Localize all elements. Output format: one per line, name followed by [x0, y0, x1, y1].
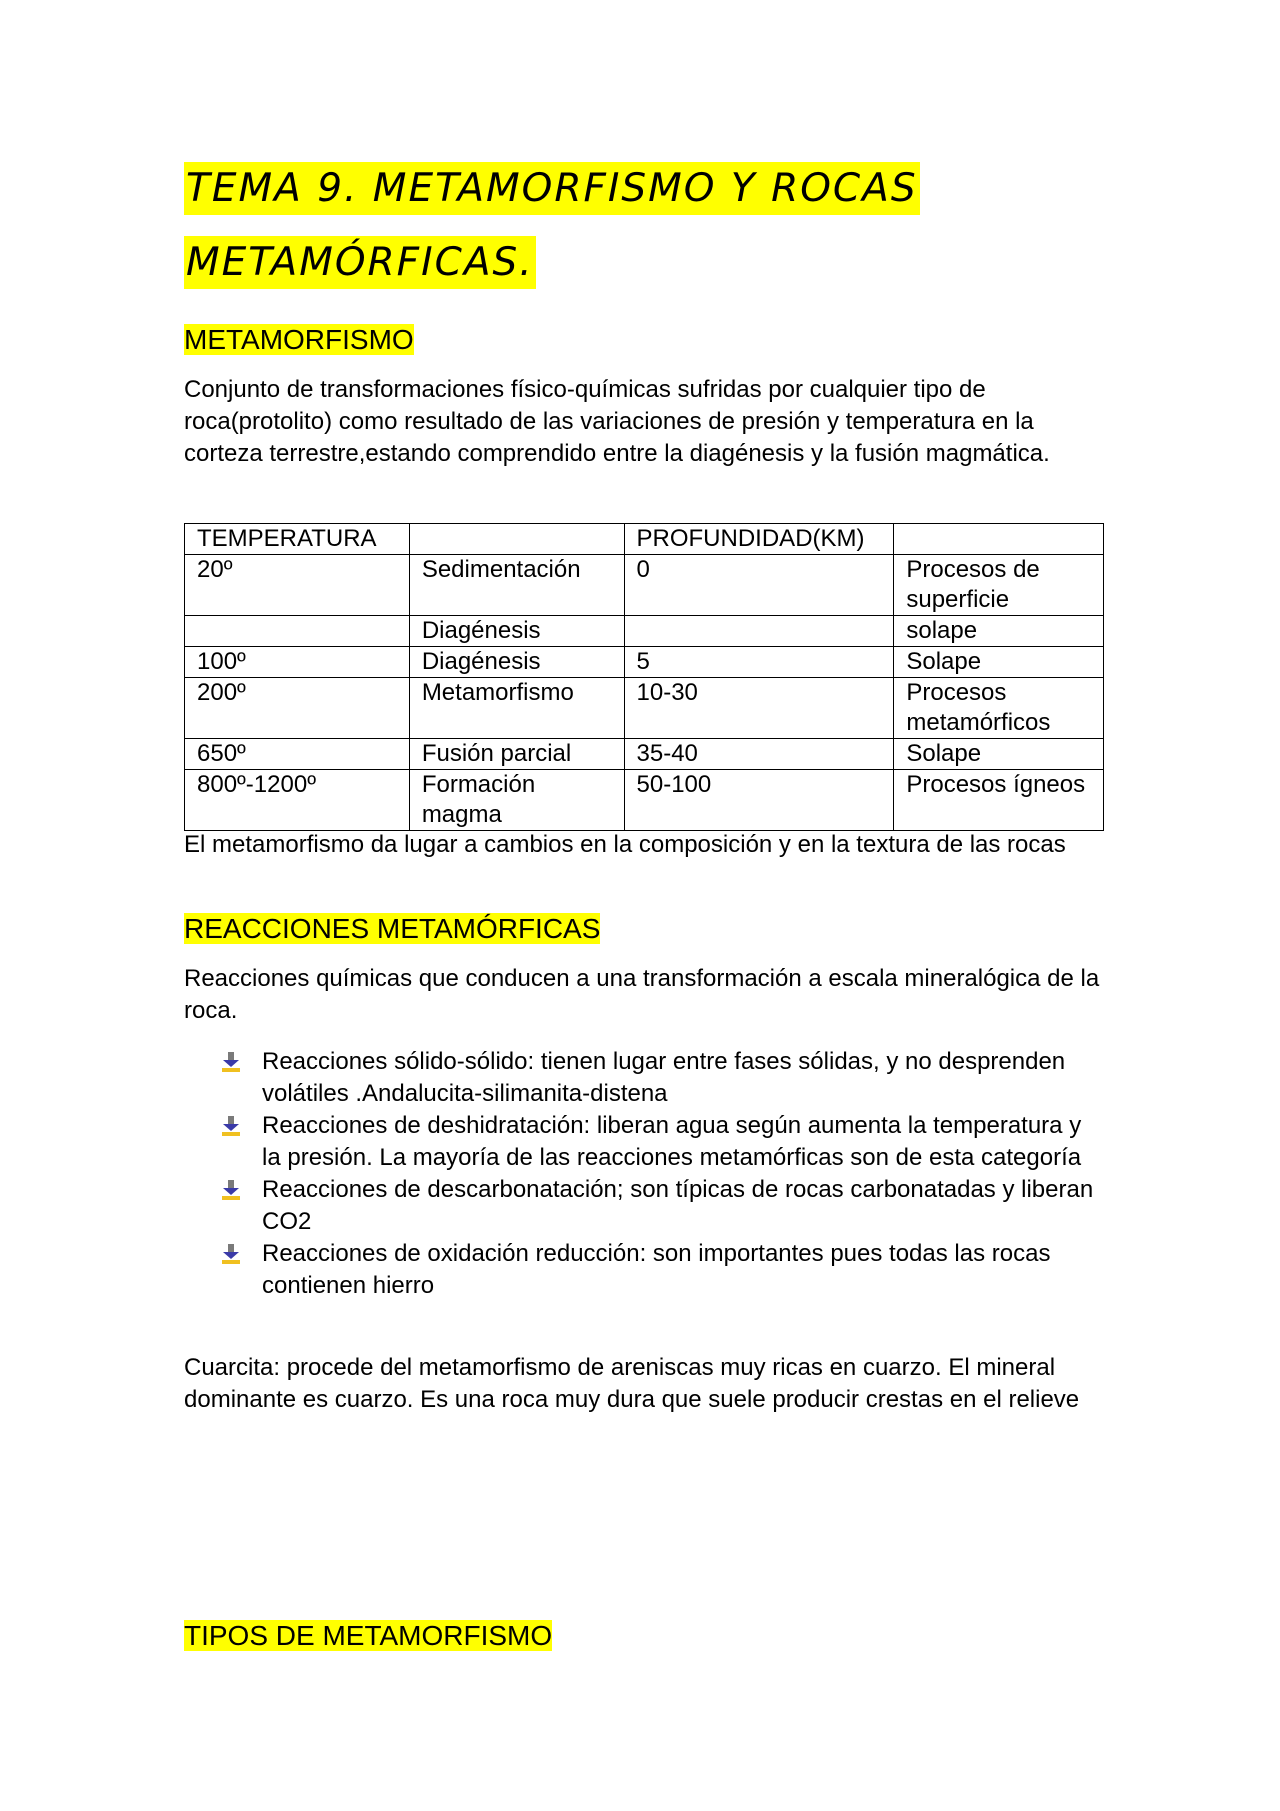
section-heading-text: REACCIONES METAMÓRFICAS [184, 913, 601, 944]
table-row [185, 770, 1104, 831]
table-header-cell: TEMPERATURA [185, 524, 410, 555]
temperature-depth-table [184, 523, 1104, 831]
table-cell: Formación magma [409, 770, 624, 831]
table-row [185, 647, 1104, 678]
arrow-bullet-icon [222, 1116, 240, 1136]
reacciones-intro-paragraph: Reacciones químicas que conducen a una transformación a escala mineralógica de la roca. [184, 965, 1100, 1024]
section-heading-text: METAMORFISMO [184, 324, 414, 355]
title-line-2: METAMÓRFICAS. [184, 236, 536, 289]
list-item [222, 1110, 1102, 1174]
table-cell: Solape [894, 647, 1104, 678]
table-cell: 0 [624, 555, 894, 616]
table-cell: 200º [185, 678, 410, 739]
table-cell: Diagénesis [409, 616, 624, 647]
list-item-text: Reacciones de oxidación reducción: son importantes pues todas las rocas contienen hierro [262, 1240, 1051, 1299]
table-cell: Diagénesis [409, 647, 624, 678]
table-cell: Sedimentación [409, 555, 624, 616]
table-cell: 35-40 [624, 739, 894, 770]
table-row [185, 616, 1104, 647]
after-table-paragraph: El metamorfismo da lugar a cambios en la composición y en la textura de las rocas [184, 831, 1066, 858]
list-item-text: Reacciones de deshidratación: liberan agua según aumenta la temperatura y la presión. La mayoría de las reacciones metamórficas son de esta categoría [262, 1112, 1082, 1171]
table-row [185, 678, 1104, 739]
table-cell: Fusión parcial [409, 739, 624, 770]
table-cell: 100º [185, 647, 410, 678]
table-cell: Procesos de superficie [894, 555, 1104, 616]
table-cell: solape [894, 616, 1104, 647]
table-header-cell [894, 524, 1104, 555]
list-item [222, 1174, 1102, 1238]
intro-paragraph: Conjunto de transformaciones físico-químicas sufridas por cualquier tipo de roca(protolito) como resultado de las variaciones de presión y temperatura en la corteza terrestre,estando comprendido entre la diagénesis y la fusión magmática. [184, 376, 1050, 467]
arrow-bullet-icon [222, 1180, 240, 1200]
table-header-cell: PROFUNDIDAD(KM) [624, 524, 894, 555]
list-item [222, 1046, 1102, 1110]
section-heading-text: TIPOS DE METAMORFISMO [184, 1620, 553, 1651]
table-header-row [185, 524, 1104, 555]
list-item [222, 1238, 1102, 1302]
table-row [185, 555, 1104, 616]
table-cell: 650º [185, 739, 410, 770]
table-cell: Procesos metamórficos [894, 678, 1104, 739]
table-cell [624, 616, 894, 647]
table-cell: Procesos ígneos [894, 770, 1104, 831]
list-item-text: Reacciones de descarbonatación; son típicas de rocas carbonatadas y liberan CO2 [262, 1176, 1094, 1235]
section-heading-reacciones [184, 911, 600, 947]
table-header-cell [409, 524, 624, 555]
arrow-bullet-icon [222, 1052, 240, 1072]
title-line-1: TEMA 9. METAMORFISMO Y ROCAS [184, 162, 920, 215]
arrow-bullet-icon [222, 1244, 240, 1264]
table-row [185, 739, 1104, 770]
reaction-list [222, 1046, 1102, 1302]
table-cell: Solape [894, 739, 1104, 770]
cuarcita-paragraph: Cuarcita: procede del metamorfismo de areniscas muy ricas en cuarzo. El mineral dominante es cuarzo. Es una roca muy dura que suele producir crestas en el relieve [184, 1354, 1080, 1413]
table-cell: 10-30 [624, 678, 894, 739]
table-cell: 50-100 [624, 770, 894, 831]
table-cell: Metamorfismo [409, 678, 624, 739]
table-cell: 800º-1200º [185, 770, 410, 831]
table-cell: 5 [624, 647, 894, 678]
section-heading-metamorfismo [184, 322, 414, 358]
section-heading-tipos [184, 1618, 552, 1654]
list-item-text: Reacciones sólido-sólido: tienen lugar entre fases sólidas, y no desprenden volátiles .Andalucita-silimanita-distena [262, 1048, 1066, 1107]
table-cell: 20º [185, 555, 410, 616]
document-title [184, 152, 984, 300]
table-cell [185, 616, 410, 647]
